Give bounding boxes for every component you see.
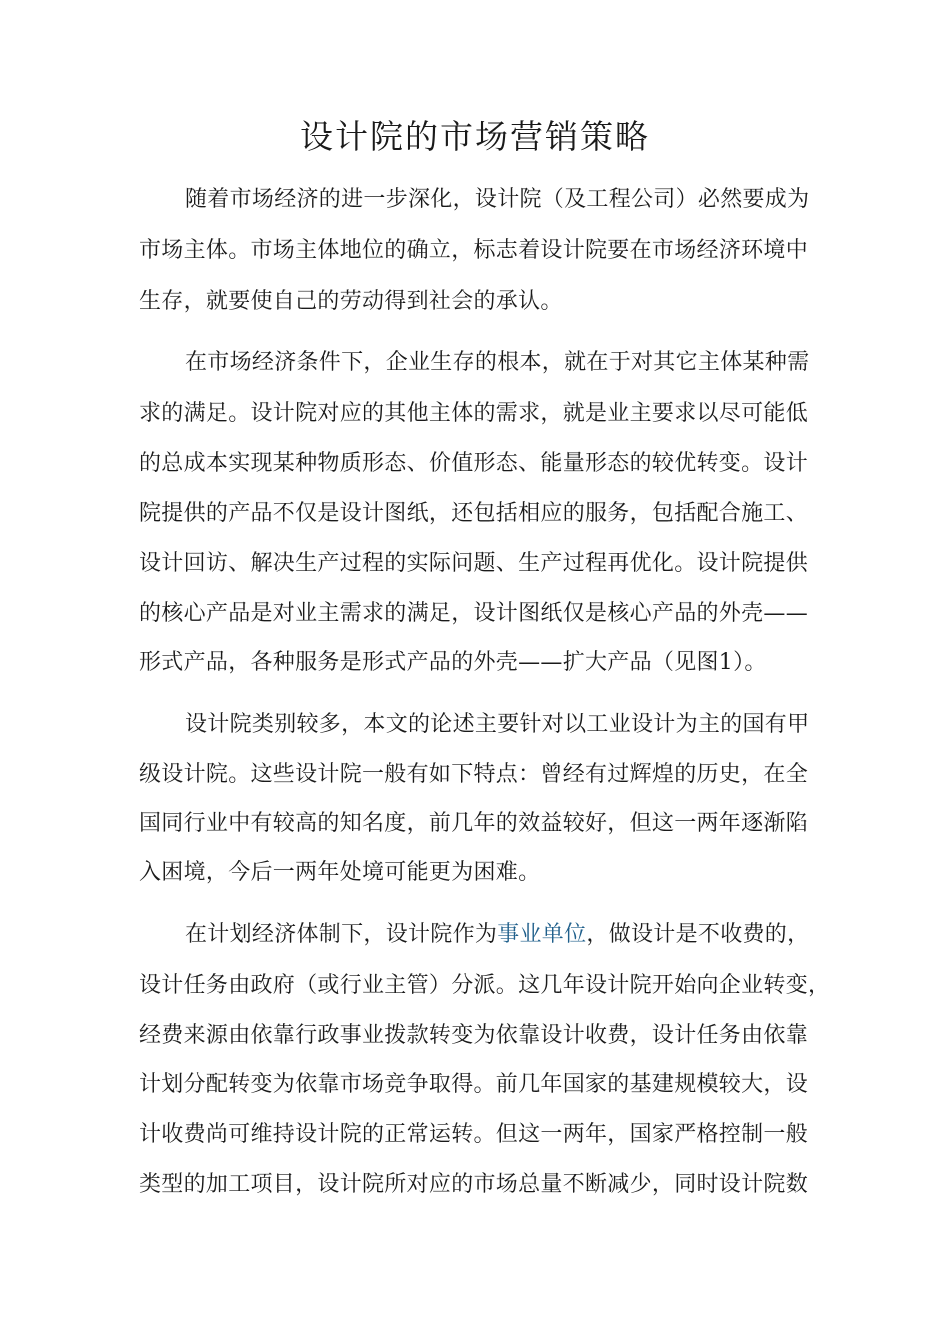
paragraph-4-line-5: 计收费尚可维持设计院的正常运转。但这一两年，国家严格控制一般 bbox=[139, 1122, 809, 1147]
paragraph-4-line-4: 计划分配转变为依靠市场竞争取得。前几年国家的基建规模较大，设 bbox=[139, 1072, 809, 1097]
paragraph-1-line-2: 市场主体。市场主体地位的确立，标志着设计院要在市场经济环境中 bbox=[139, 238, 809, 263]
document-title: 设计院的市场营销策略 bbox=[300, 117, 650, 156]
paragraph-2-line-2: 求的满足。设计院对应的其他主体的需求，就是业主要求以尽可能低 bbox=[139, 401, 809, 426]
paragraph-3-line-4: 入困境，今后一两年处境可能更为困难。 bbox=[139, 860, 541, 885]
paragraph-1-line-3: 生存，就要使自己的劳动得到社会的承认。 bbox=[139, 289, 563, 314]
paragraph-2-line-4: 院提供的产品不仅是设计图纸，还包括相应的服务，包括配合施工、 bbox=[139, 501, 809, 526]
paragraph-4-line-6: 类型的加工项目，设计院所对应的市场总量不断减少，同时设计院数 bbox=[139, 1172, 809, 1197]
paragraph-4-line-3: 经费来源由依靠行政事业拨款转变为依靠设计收费，设计任务由依靠 bbox=[139, 1023, 809, 1048]
paragraph-1-line-1: 随着市场经济的进一步深化，设计院（及工程公司）必然要成为 bbox=[185, 187, 810, 212]
paragraph-3-line-1: 设计院类别较多，本文的论述主要针对以工业设计为主的国有甲 bbox=[185, 712, 810, 737]
paragraph-4-line-1-text-before: 在计划经济体制下，设计院作为 bbox=[185, 922, 498, 947]
paragraph-2-line-5: 设计回访、解决生产过程的实际问题、生产过程再优化。设计院提供 bbox=[139, 551, 809, 576]
paragraph-4-line-1 bbox=[185, 920, 809, 950]
paragraph-4-line-2: 设计任务由政府（或行业主管）分派。这几年设计院开始向企业转变， bbox=[139, 973, 831, 998]
paragraph-2-line-6: 的核心产品是对业主需求的满足，设计图纸仅是核心产品的外壳—— bbox=[139, 601, 809, 626]
paragraph-3-line-3: 国同行业中有较高的知名度，前几年的效益较好，但这一两年逐渐陷 bbox=[139, 811, 809, 836]
paragraph-2-line-7: 形式产品，各种服务是形式产品的外壳——扩大产品（见图1）。 bbox=[139, 650, 767, 675]
paragraph-4-line-1-text-after: ，做设计是不收费的， bbox=[586, 922, 810, 947]
paragraph-2-line-1: 在市场经济条件下，企业生存的根本，就在于对其它主体某种需 bbox=[185, 350, 810, 375]
paragraph-3-line-2: 级设计院。这些设计院一般有如下特点：曾经有过辉煌的历史，在全 bbox=[139, 762, 809, 787]
paragraph-2-line-3: 的总成本实现某种物质形态、价值形态、能量形态的较优转变。设计 bbox=[139, 451, 809, 476]
inline-link-shiye-danwei[interactable]: 事业单位 bbox=[497, 922, 587, 947]
